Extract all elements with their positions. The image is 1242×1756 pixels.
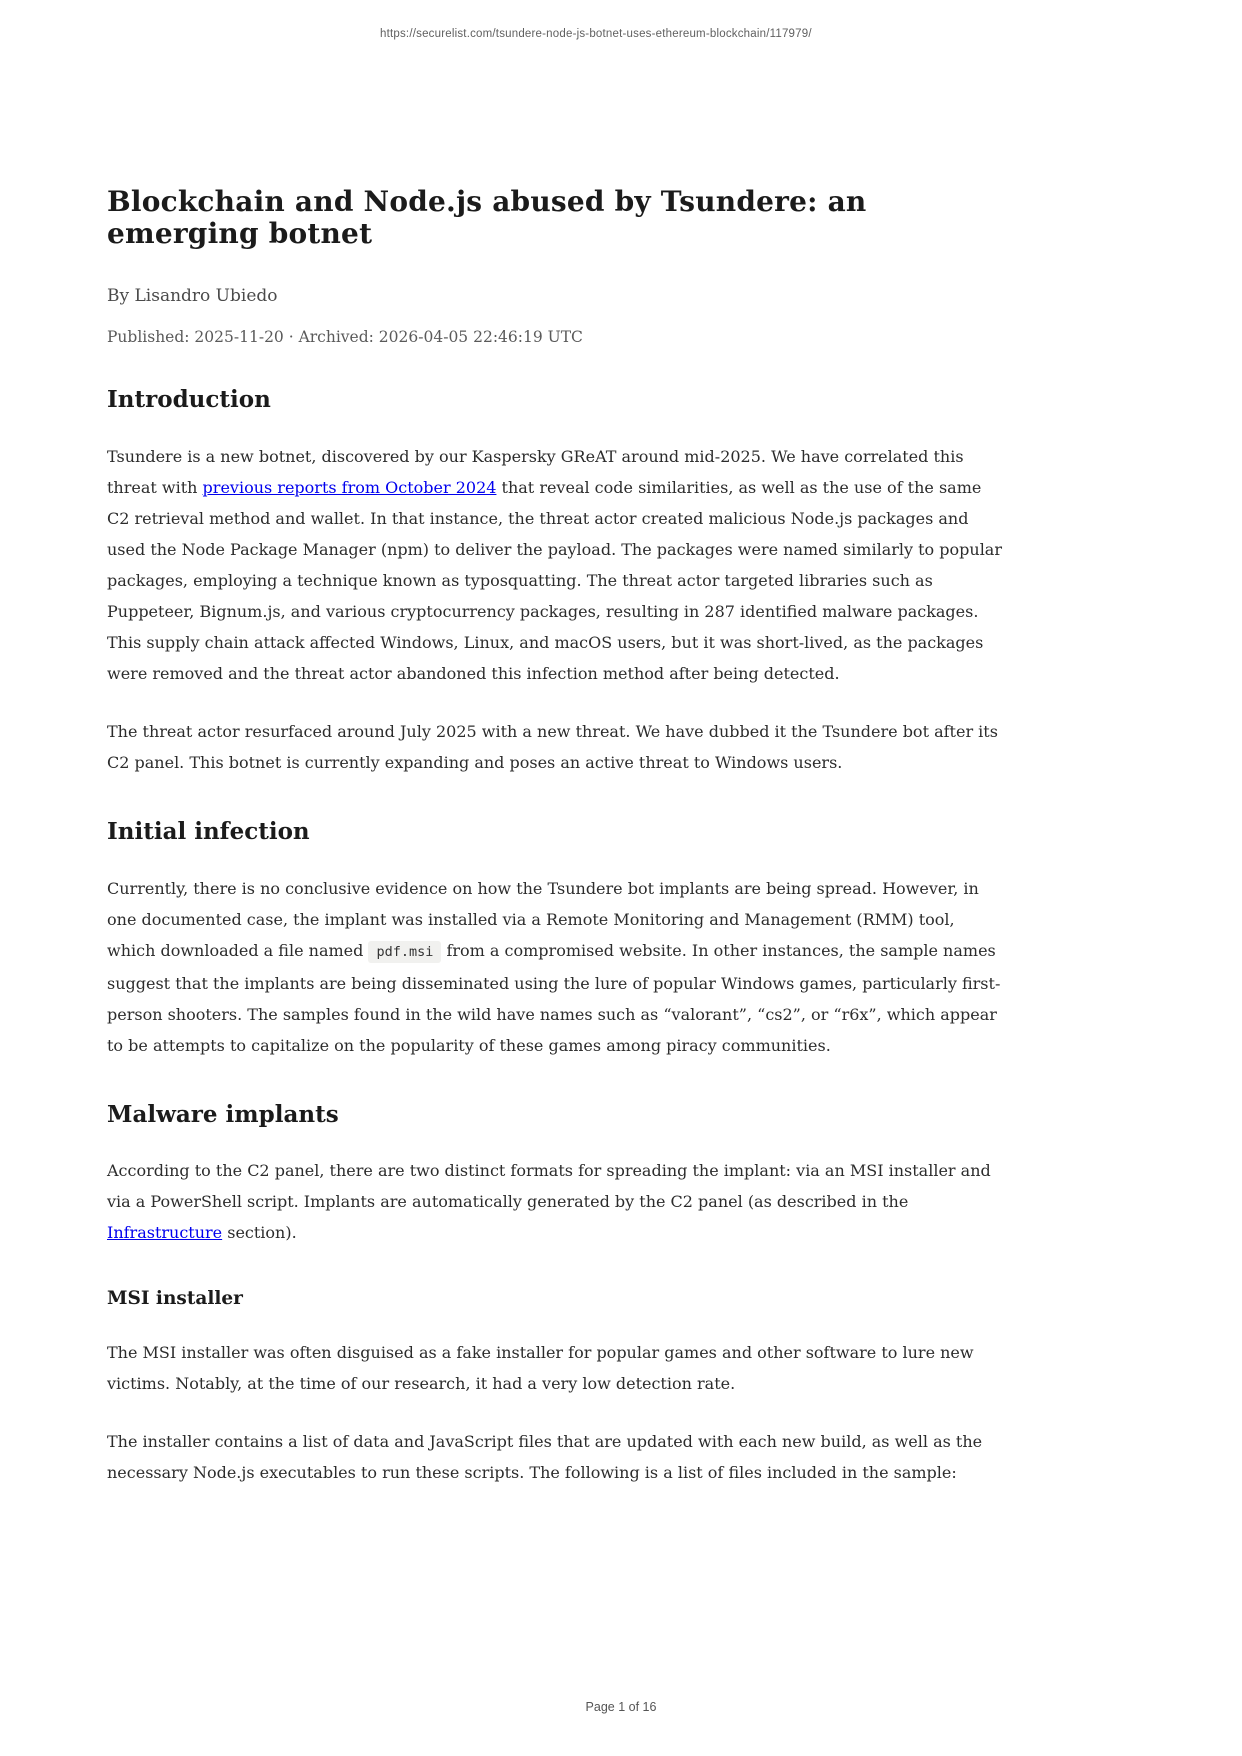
text-run: section). (222, 1223, 297, 1243)
section-heading: Initial infection (107, 817, 310, 845)
section-heading: MSI installer (107, 1288, 243, 1310)
paragraph (107, 716, 1007, 778)
text-run: The MSI installer was often disguised as a fake installer for popular games and other software to lure new victims. Notably, at the time of our research, it had a very low detection rate. (107, 1343, 974, 1394)
text-run: According to the C2 panel, there are two distinct formats for spreading the implant: via an MSI installer and via a PowerShell script. Implants are automatically generated by the C2 panel (as described in the (107, 1161, 991, 1212)
page-number: Page 1 of 16 (585, 1700, 657, 1714)
page-title: Blockchain and Node.js abused by Tsundere: an emerging botnet (107, 185, 867, 251)
article-body (107, 386, 1007, 1488)
section-heading: Introduction (107, 386, 271, 414)
inline-code: pdf.msi (368, 941, 441, 963)
paragraph (107, 1426, 1007, 1488)
text-run: that reveal code similarities, as well as the use of the same C2 retrieval method and wallet. In that instance, the threat actor created malicious Node.js packages and used the Node Package Manager (npm) to deliver the payload. The packages were named similarly to popular packages, employing a technique known as typosquatting. The threat actor targeted libraries such as Puppeteer, Bignum.js, and various cryptocurrency packages, resulting in 287 identified malware packages. This supply chain attack affected Windows, Linux, and macOS users, but it was short-lived, as the packages were removed and the threat actor abandoned this infection method after being detected. (107, 477, 1002, 683)
article (107, 0, 1007, 1488)
paragraph (107, 1337, 1007, 1399)
paragraph (107, 441, 1007, 689)
inline-link[interactable]: Infrastructure (107, 1223, 223, 1243)
text-run: Tsundere is a new botnet, discovered by our Kaspersky GReAT around mid-2025. We have correlated this threat with (107, 446, 964, 497)
print-header-url: https://securelist.com/tsundere-node-js-botnet-uses-ethereum-blockchain/117979/ (380, 28, 812, 40)
text-run: from a compromised website. In other instances, the sample names suggest that the implants are being disseminated using the lure of popular Windows games, particularly first-person shooters. The samples found in the wild have names such as “valorant”, “cs2”, or “r6x”, which appear to be attempts to capitalize on the popularity of these games among piracy communities. (107, 940, 1001, 1055)
text-run: Currently, there is no conclusive evidence on how the Tsundere bot implants are being spread. However, in one documented case, the implant was installed via a Remote Monitoring and Management (RMM) tool, which downloaded a file named (107, 878, 979, 960)
paragraph (107, 1155, 1007, 1248)
paragraph (107, 873, 1007, 1061)
byline: By Lisandro Ubiedo (107, 286, 278, 307)
inline-link[interactable]: previous reports from October 2024 (202, 477, 497, 497)
section-heading: Malware implants (107, 1100, 339, 1128)
publish-meta: Published: 2025-11-20 · Archived: 2026-04-05 22:46:19 UTC (107, 328, 583, 347)
text-run: The threat actor resurfaced around July 2025 with a new threat. We have dubbed it the Tsundere bot after its C2 panel. This botnet is currently expanding and poses an active threat to Windows users. (107, 721, 998, 772)
text-run: The installer contains a list of data and JavaScript files that are updated with each new build, as well as the necessary Node.js executables to run these scripts. The following is a list of files included in the sample: (107, 1432, 983, 1483)
